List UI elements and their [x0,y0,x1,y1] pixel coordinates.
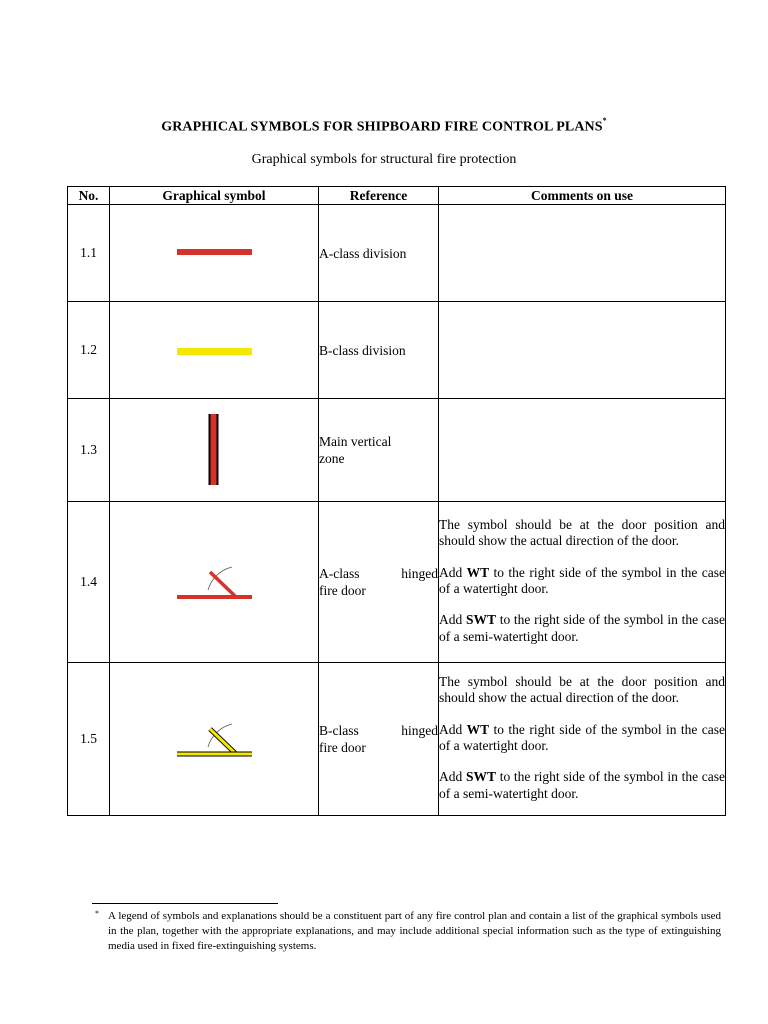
reference-text: A-class division [319,205,439,302]
symbols-table [67,186,726,816]
symbol-cell [110,502,319,663]
comment-cell [439,502,726,663]
footnote-mark: * [95,909,99,918]
row-number: 1.2 [68,302,110,399]
comment-text: Add SWT to the right side of the symbol in the case of a semi-watertight door. [439,769,726,801]
header-comments: Comments on use [439,187,726,205]
comment-cell [439,205,726,302]
symbol-cell [110,663,319,816]
b-class-hinged-fire-door-icon [110,717,319,761]
row-number: 1.1 [68,205,110,302]
comment-text: Add SWT to the right side of the symbol in the case of a semi-watertight door. [439,612,726,644]
comment-cell [439,302,726,399]
reference-text: A-class hinged fire door [319,502,439,663]
table-row [68,302,726,399]
main-vertical-zone-icon [110,413,319,487]
comment-text: Add WT to the right side of the symbol in the case of a watertight door. [439,564,726,596]
a-class-division-icon [110,243,319,263]
table-row [68,205,726,302]
table-header-row [68,187,726,205]
comment-text: The symbol should be at the door position and should show the actual direction of the door. [439,674,725,706]
b-class-division-icon [110,340,319,360]
comment-cell [439,663,726,816]
header-reference: Reference [319,187,439,205]
symbol-cell [110,399,319,502]
header-no: No. [68,187,110,205]
reference-text: B-class division [319,302,439,399]
reference-text: B-class hinged fire door [319,663,439,816]
footnote-text: A legend of symbols and explanations should be a constituent part of any fire control plan and contain a list of the graphical symbols used in the plan, together with the appropriate explanations, and may include additional special information such as the type of extinguishing media used in fixed fire-extinguishing systems. [108,910,721,952]
symbol-cell [110,205,319,302]
page-subtitle: Graphical symbols for structural fire protection [251,152,517,167]
header-graphical-symbol: Graphical symbol [110,187,319,205]
symbol-cell [110,302,319,399]
comment-text: The symbol should be at the door position and should show the actual direction of the door. [439,517,725,549]
comment-text: Add WT to the right side of the symbol in the case of a watertight door. [439,721,726,753]
comment-cell [439,399,726,502]
reference-text: Main vertical zone [319,399,439,502]
page-title: GRAPHICAL SYMBOLS FOR SHIPBOARD FIRE CONTROL PLANS* [161,116,607,135]
a-class-hinged-fire-door-icon [110,560,319,604]
row-number: 1.4 [68,502,110,663]
table-row [68,502,726,663]
title-footnote-mark: * [602,116,607,125]
table-row [68,663,726,816]
table-row [68,399,726,502]
row-number: 1.5 [68,663,110,816]
row-number: 1.3 [68,399,110,502]
footnote-divider [92,903,278,904]
